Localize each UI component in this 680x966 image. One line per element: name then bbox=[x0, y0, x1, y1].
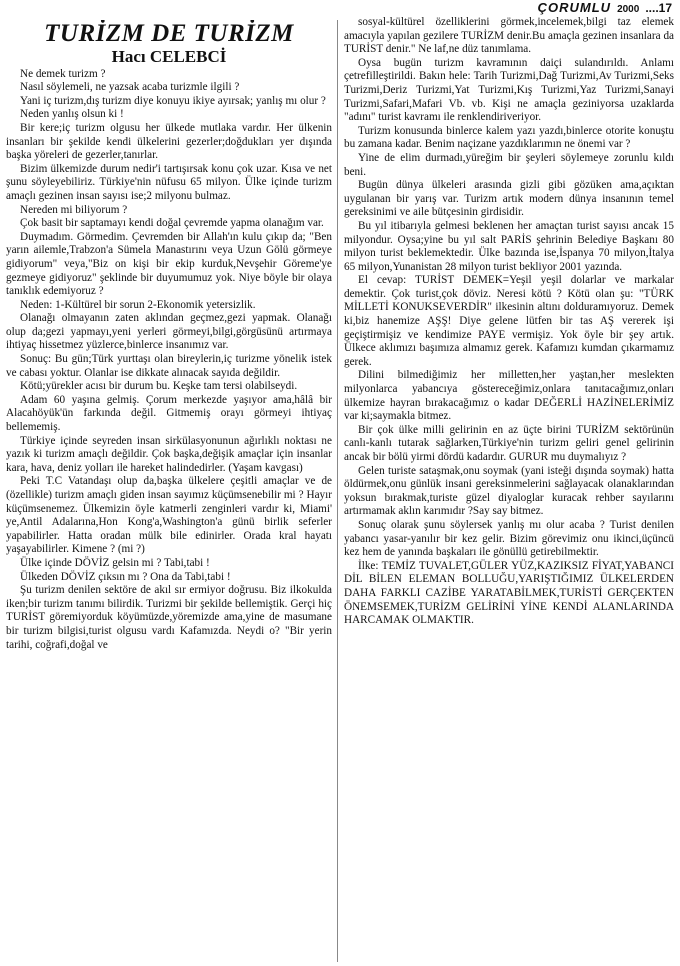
article-paragraph: Bizim ülkemizde durum nedir'i tartışırsak konu çok uzar. Kısa ve net şunu söyleyebiliriz. Türkiye'nin nüfusu 65 milyon. Ülke içinde turizm amaçlı gezinen insan sayısı ise;2 milyonu bulmaz. bbox=[6, 162, 332, 202]
article-paragraph: Bir kere;iç turizm olgusu her ülkede mutlaka vardır. Her ülkenin insanları bir şekilde kendi ülkelerini gezerler;doğdukları yer dışında başka yöreleri de gezerler,tanırlar. bbox=[6, 121, 332, 162]
article-paragraph: Yani iç turizm,dış turizm diye konuyu ikiye ayırsak; yanlış mı olur ? bbox=[20, 94, 326, 107]
article-paragraph: Peki T.C Vatandaşı olup da,başka ülkelere çeşitli amaçlar ve de (özellikle) turizm amaçlı giden insan sayımız küçümsenebilir mi ? Hayır küçümsenemez. Ülkemizin öyle katmerli zenginleri vardır ki, Miami' ye,Antil Adalarına,Hon Kong'a,Washington'a günü birlik seferler yapabilirler. Hatta oradan mülk bile edinirler. Orada kral hayatı yaşayabilirler. Kimene ? (mi ?) bbox=[6, 475, 332, 556]
article-paragraph: Bugün dünya ülkeleri arasında gizli gibi gözüken ama,açıktan uygulanan bir yarış var. Turizm artık modern dünya insanının temel gereksinimi ve aile bütçesinin girdisidir. bbox=[344, 179, 674, 219]
article-paragraph: sosyal-kültürel özelliklerini görmek,incelemek,bilgi taz elemek amacıyla yapılan gezilere TURİZM denir.Bu amaçla gezinen insanlara da TURİST denir." Ne laf,ne düz tanımlama. bbox=[344, 16, 674, 56]
article-paragraph: Duymadım. Görmedim. Çevremden bir Allah'ın kulu çıkıp da; "Ben yarın ailemle,Trabzon'a Sümela Manastırını veya Uzun Gölü görmeye gidiyorum" veya,"Biz on kişi bir ekip kurduk,Nevşehir Göreme'ye gezmeye gidiyoruz" şeklinde bir duyumumuz yok. Niye böyle bir olaya tanıklık edemiyoruz ? bbox=[6, 230, 332, 298]
article-paragraph: Yine de elim durmadı,yüreğim bir şeyleri söylemeye zorunlu kıldı beni. bbox=[344, 151, 674, 178]
article-paragraph: Oysa bugün turizm kavramının daiçi sulandırıldı. Anlamı çetrefilleştirildi. Bakın hele: Tarih Turizmi,Dağ Turizmi,Av Turizmi,Seks Turizmi,Deriz Turizmi,Yat Turizmi,Kış Turizmi,Yaz Turizmi,Sanayi Turizmi,Safari,Mafari Vb. vb. Kişi ne amaçla geziniyorsa uzaklarda "adını" turist kavramı ile renklendiriveriyor. bbox=[344, 56, 674, 124]
article-paragraph: Türkiye içinde seyreden insan sirkülasyonunun ağırlıklı noktası ne yazık ki turizm amaçlı değildir. Çok başka,değişik amaçlar için insanlar kara, hava, deniz yolları ile hareket halindedirler. (Yaşam kavgası) bbox=[6, 434, 332, 474]
article-paragraph: Ülkeden DÖVİZ çıksın mı ? Ona da Tabi,tabi ! bbox=[20, 570, 231, 583]
article-paragraph: Ülke içinde DÖVİZ gelsin mi ? Tabi,tabi ! bbox=[20, 556, 210, 569]
article-author: Hacı CELEBCİ bbox=[111, 47, 227, 66]
article-column-left bbox=[6, 20, 332, 962]
article-paragraph: Olanağı olmayanın zaten aklından geçmez,gezi yapmak. Olanağı olup da;gezi yapmayı,yeni yerleri görmeyi,bilgi,görgüsünü artırmaya ihtiyaç hissetmez yüzlerce,binlerce insanımız var. bbox=[6, 312, 332, 352]
article-paragraph: Çok basit bir saptamayı kendi doğal çevremde yapma olanağım var. bbox=[20, 217, 324, 230]
article-paragraph: Kötü;yürekler acısı bir durum bu. Keşke tam tersi olabilseydi. bbox=[20, 380, 298, 393]
article-paragraph: Ne demek turizm ? bbox=[20, 67, 106, 80]
article-paragraph: Nasıl söylemeli, ne yazsak acaba turizmle ilgili ? bbox=[20, 81, 240, 94]
article-paragraph: Adam 60 yaşına gelmiş. Çorum merkezde yaşıyor ama,hâlâ bir Alacahöyük'ün farkında değil. Gitmemiş orayı görmeyi ihtiyaç bellememiş. bbox=[6, 393, 332, 434]
article-paragraph: Bir çok ülke milli gelirinin en az üçte birini TURİZM sektörünün canlı-kanlı tutarak sağlarken,Türkiye'nin turizm geliri genel gelirinin ancak bir bölü yirmi dördü kadardır. GURUR mu duymalıyız ? bbox=[344, 423, 674, 463]
article-column-right bbox=[344, 16, 674, 962]
masthead bbox=[538, 0, 672, 14]
article-paragraph: Sonuç: Bu gün;Türk yurttaşı olan bireylerin,iç turizme yönelik istek ve cabası yoktur. Olanlar ise dikkate alınacak sayıda değildir. bbox=[6, 353, 332, 379]
issue-year: 2000 bbox=[617, 4, 640, 15]
column-divider bbox=[337, 20, 338, 962]
article-paragraph: Sonuç olarak şunu söylersek yanlış mı olur acaba ? Turist denilen yabancı yasar-yanılır bir kez gelir. Bizim görevimiz onu ikinci,üçüncü kez hem de yanında başkaları ile gönüllü getirebilmektir. bbox=[344, 518, 674, 559]
article-title: TURİZM DE TURİZM bbox=[44, 20, 294, 47]
article-paragraph: Gelen turiste sataşmak,onu soymak (yani isteği dışında soymak) hatta öldürmek,onu günlük insani gereksinmelerini sağlayacak olanaklarından yoksun bırakmak,turiste güzel diyaloglar kuracak rehber sayılarını artırmamak aklın karımıdır ?Say say bitmez. bbox=[344, 464, 674, 518]
article-paragraph: İlke: TEMİZ TUVALET,GÜLER YÜZ,KAZIKSIZ FİYAT,YABANCI DİL BİLEN ELEMAN BOLLUĞU,YARIŞTIĞIMIZ ÜLKELERDEN DAHA FARKLI CAZİBE YARATABİLMEK,TURİSTİ GERÇEKTEN ÖNEMSEMEK,TURİZM GELİRİNİ YİNE KENDİ ALANLARINDA HARCAMAK OLMAKTIR. bbox=[344, 559, 674, 627]
article-paragraph: Şu turizm denilen sektöre de akıl sır ermiyor doğrusu. Biz ilkokulda iken;bir turizm tanımı bilirdik. Turizmi bir şekilde bellemiştik. Gerçi hiç TURİST göremiyorduk köyümüzde,yöremizde ama,yine de masumane bir turizm bilgisi,turist olgusu vardı Kafamızda. Neydi o? "Bir yerin tarihi, coğrafi,doğal ve bbox=[6, 584, 332, 651]
page-number: ....17 bbox=[645, 1, 672, 15]
article-paragraph: Turizm konusunda binlerce kalem yazı yazdı,binlerce otorite konuştu bu zamana kadar. Benim naçizane yazdıklarımın ne önemi var ? bbox=[344, 124, 674, 151]
article-paragraph: Dilini bilmediğimiz her milletten,her yaştan,her meslekten milyonlarca yabancıya göstereceğimiz,onlara tanıtacağımız,onları ülkemize hayran bırakacağımız o kadar DEĞERLİ HAZİNELERİMİZ var ki;saymakla bitmez. bbox=[344, 369, 674, 423]
article-paragraph: Nereden mi biliyorum ? bbox=[20, 203, 128, 216]
article-paragraph: Bu yıl itibarıyla gelmesi beklenen her amaçtan turist sayısı ancak 15 milyondur. Oysa;yine bu yıl salt PARİS şehrinin Belediye Başkanı 80 milyon turist beklemektedir. Ülke bazında ise,İspanya 70 milyon,İtalya 65 milyon,Yunanistan 28 milyon turist bekliyor 2001 yazında. bbox=[344, 219, 674, 273]
article-paragraph: El cevap: TURİST DEMEK=Yeşil yeşil dolarlar ve markalar demektir. Çok turist,çok döviz. Neresi kötü ? Kötü olan şu: "TÜRK MİLLETİ KONUKSEVERDİR" ilkesinin altını dolduramıyoruz. Demek ki,biz hanemize AŞŞ! Diye gelene lütfen bir tas AŞ vererek işi geçiştirmişiz ve kendimize PAYE vermişiz. Yok öyle bir şey artık. Ülkece aklımızı başımıza almamız gerek. Kafamızı kumdan çıkarmamız gerek. bbox=[344, 274, 674, 368]
article-paragraph: Neden: 1-Kültürel bir sorun 2-Ekonomik yetersizlik. bbox=[20, 298, 256, 311]
newspaper-brand: ÇORUMLU bbox=[537, 0, 612, 15]
article-paragraph: Neden yanlış olsun ki ! bbox=[20, 108, 124, 121]
